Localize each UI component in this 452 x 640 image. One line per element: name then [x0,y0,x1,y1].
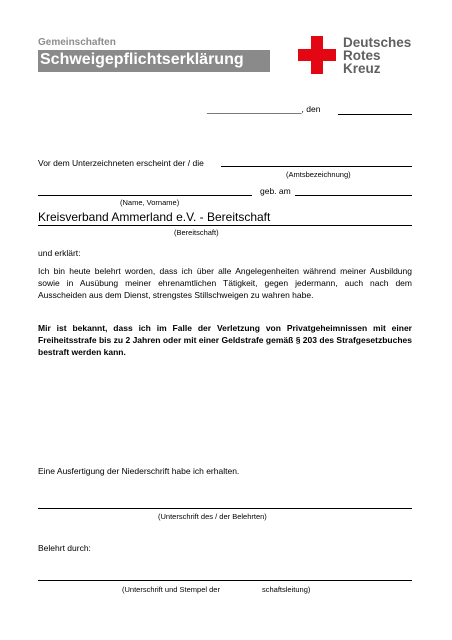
birth-date-field[interactable] [295,195,412,196]
leadership-signature-field[interactable] [38,580,412,581]
logo-line-3: Kreuz [343,61,381,76]
official-title-hint: (Amtsbezeichnung) [286,170,351,179]
name-hint: (Name, Vorname) [120,198,180,207]
logo-line-2: Rotes [343,48,381,63]
official-title-field[interactable] [221,166,412,167]
declares-label: und erklärt: [38,248,81,258]
drk-logo [298,36,416,76]
signature-stamp-hint: (Unterschrift und Stempel der [122,585,220,594]
instructed-by-label: Belehrt durch: [38,543,91,553]
unit-hint: (Bereitschaft) [174,228,219,237]
page-title: Schweigepflichtserklärung [40,51,244,68]
intro-text: Vor dem Unterzeichneten erscheint der / die [38,158,204,168]
penalty-paragraph: Mir ist bekannt, dass ich im Falle der Verletzung von Privatgeheimnissen mit einer Freiheitsstrafe bis zu 2 Jahren oder mit einer Geldstrafe gemäß § 203 des Strafgesetzbuches bestraft werden kann. [38,323,412,357]
category-label: Gemeinschaften [38,37,116,48]
place-date-label: ____________________, den [207,104,321,114]
logo-line-1: Deutsches [343,35,412,50]
signature-field[interactable] [38,508,412,509]
copy-received-text: Eine Ausfertigung der Niederschrift habe ich erhalten. [38,466,240,476]
leadership-hint: schaftsleitung) [262,585,311,594]
birth-label: geb. am [260,186,291,196]
logo-text [343,36,411,75]
unit-field[interactable] [38,225,412,226]
red-cross-icon [298,36,336,74]
unit-value: Kreisverband Ammerland e.V. - Bereitschaft [38,210,271,224]
name-field[interactable] [38,195,252,196]
date-field[interactable] [338,114,412,115]
instruction-paragraph: Ich bin heute belehrt worden, dass ich über alle Angelegenheiten während meiner Ausbildung sowie in Ausübung meiner ehrenamtlichen Tätigkeit, gegen jedermann, auch nach dem Ausscheiden aus dem Dienst, strengstes Stillschweigen zu wahren habe. [38,266,412,300]
signature-hint: (Unterschrift des / der Belehrten) [158,512,267,521]
title-bar [38,50,270,72]
